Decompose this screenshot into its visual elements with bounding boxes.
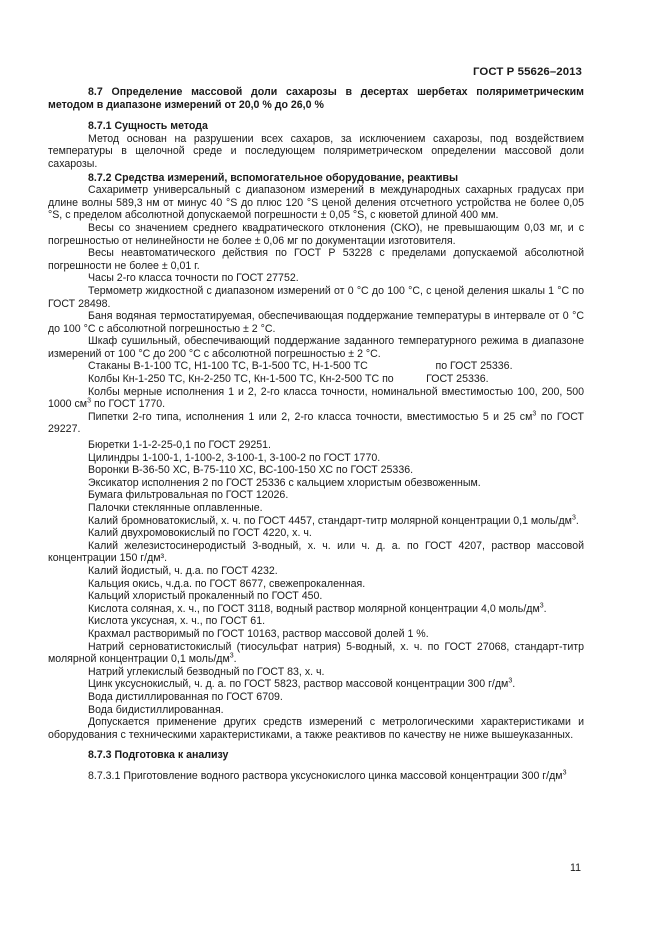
distilled-water-paragraph: Вода дистиллированная по ГОСТ 6709. <box>88 690 283 703</box>
zinc-solution-paragraph: 8.7.3.1 Приготовление водного раствора уксуснокислого цинка массовой концентрации 300 $г/дм^3$ <box>88 769 567 782</box>
alternatives-paragraph: Допускается применение других средств измерений с метрологическими характеристиками и оборудования с техническими характеристиками, а также реактивов по качеству не ниже вышеуказанных. <box>48 716 584 741</box>
bidistilled-water-paragraph: Вода бидистиллированная. <box>88 703 224 716</box>
saccharimeter-paragraph: Сахариметр универсальный с диапазоном измерений в международных сахарных градусах при длине волны 589,3 нм от минус 40 °S до плюс 120 °S ценой деления отсчетного устройства не более 0,05 °S, с пределом абсолютной допускаемой погрешности ± 0,05 °S, с кюветой длиной 400 мм. <box>48 184 584 222</box>
preparation-heading: 8.7.3 Подготовка к анализу <box>88 749 229 762</box>
section-heading: 8.7 Определение массовой доли сахарозы в десертах шербетах поляриметрическим методом в диапазоне измерений от 20,0 % до 26,0 % <box>48 86 584 111</box>
sodium-carbonate-paragraph: Натрий углекислый безводный по ГОСТ 83, х. ч. <box>88 665 325 678</box>
potassium-dichromate-paragraph: Калий двухромовокислый по ГОСТ 4220, х. ч. <box>88 527 312 540</box>
page-number: 11 <box>570 862 581 874</box>
method-heading: 8.7.1 Сущность метода <box>88 120 208 133</box>
document-body <box>48 86 584 782</box>
glass-rods-paragraph: Палочки стеклянные оплавленные. <box>88 502 263 514</box>
cylinders-paragraph: Цилиндры 1-100-1, 1-100-2, 3-100-1, 3-100-2 по ГОСТ 1770. <box>88 451 381 464</box>
method-paragraph: Метод основан на разрушении всех сахаров, за исключением сахарозы, под воздействием температуры в щелочной среде и последующем поляриметрическом определении массовой доли сахарозы. <box>48 132 584 170</box>
burettes-paragraph: Бюретки 1-1-2-25-0,1 по ГОСТ 29251. <box>88 439 271 452</box>
clock-paragraph: Часы 2-го класса точности по ГОСТ 27752. <box>88 272 299 285</box>
potassium-ferrocyanide-paragraph: Калий железистосинеродистый 3-водный, х. ч. или ч. д. а. по ГОСТ 4207, раствор массовой концентрации 150 г/дм³. <box>48 539 584 565</box>
filter-paper-paragraph: Бумага фильтровальная по ГОСТ 12026. <box>88 489 289 502</box>
calcium-oxide-paragraph: Кальция окись, ч.д.а. по ГОСТ 8677, свежепрокаленная. <box>88 577 366 590</box>
thermometer-paragraph: Термометр жидкостной с диапазоном измерений от 0 °С до 100 °С, с ценой деления шкалы 1 °С по ГОСТ 28498. <box>48 284 584 310</box>
balance-paragraph: Весы со значением среднего квадратического отклонения (СКО), не превышающим 0,03 мг, и с погрешностью от нелинейности не более ± 0,06 мг по документации изготовителя. <box>48 221 584 247</box>
sodium-thiosulfate-paragraph: Натрий серноватистокислый (тиосульфат натрия) 5-водный, х. ч. по ГОСТ 27068, стандарт-титр молярной концентрации 0,1 моль/$дм^3$. <box>48 640 584 666</box>
starch-paragraph: Крахмал растворимый по ГОСТ 10163, раствор массовой долей 1 %. <box>88 627 429 640</box>
pipettes-paragraph: Пипетки 2-го типа, исполнения 1 или 2, 2-го класса точности, вместимостью 5 и 25 $см^3$ по ГОСТ 29227. <box>48 410 584 436</box>
hydrochloric-acid-paragraph: Кислота соляная, х. ч., по ГОСТ 3118, водный раствор молярной концентрации 4,0 моль/$дм^3$. <box>88 602 547 615</box>
standard-header: ГОСТ Р 55626–2013 <box>472 66 582 78</box>
beakers-paragraph: Стаканы В-1-100 ТС, Н1-100 ТС, В-1-500 ТС, Н-1-500 ТС по ГОСТ 25336. <box>88 360 513 373</box>
flasks-paragraph: Колбы Кн-1-250 ТС, Кн-2-250 ТС, Кн-1-500 ТС, Кн-2-500 ТС по ГОСТ 25336. <box>88 373 489 386</box>
volumetric-flasks-paragraph: Колбы мерные исполнения 1 и 2, 2-го класса точности, номинальной вместимостью 100, 200, 500 1000 $см^3$ по ГОСТ 1770. <box>48 385 584 411</box>
acetic-acid-paragraph: Кислота уксусная, х. ч., по ГОСТ 61. <box>88 615 266 628</box>
desiccator-paragraph: Эксикатор исполнения 2 по ГОСТ 25336 с кальцием хлористым обезвоженным. <box>88 476 481 489</box>
water-bath-paragraph: Баня водяная термостатируемая, обеспечивающая поддержание температуры в интервале от 0 °С до 100 °С с абсолютной погрешностью ± 2 °С. <box>48 310 584 335</box>
zinc-acetate-paragraph: Цинк уксуснокислый, ч. д. а. по ГОСТ 5823, раствор массовой концентрации 300 $г/дм^3$. <box>88 677 516 691</box>
equipment-heading: 8.7.2 Средства измерений, вспомогательное оборудование, реактивы <box>88 171 459 184</box>
funnels-paragraph: Воронки В-36-50 ХС, В-75-110 ХС, ВС-100-150 ХС по ГОСТ 25336. <box>88 464 414 477</box>
calcium-chloride-paragraph: Кальций хлористый прокаленный по ГОСТ 450. <box>88 590 323 603</box>
drying-oven-paragraph: Шкаф сушильный, обеспечивающий поддержание заданного температурного режима в диапазоне измерений от 100 °С до 200 °С с абсолютной погрешностью ± 2 °С. <box>48 335 584 360</box>
potassium-iodide-paragraph: Калий йодистый, ч. д.а. по ГОСТ 4232. <box>88 564 278 577</box>
balance-nonauto-paragraph: Весы неавтоматического действия по ГОСТ Р 53228 с пределами допускаемой абсолютной погрешности не более ± 0,01 г. <box>48 247 584 272</box>
potassium-bromate-paragraph: Калий бромноватокислый, х. ч. по ГОСТ 4457, стандарт-титр молярной концентрации 0,1 моль/$дм^3$. <box>88 514 579 527</box>
